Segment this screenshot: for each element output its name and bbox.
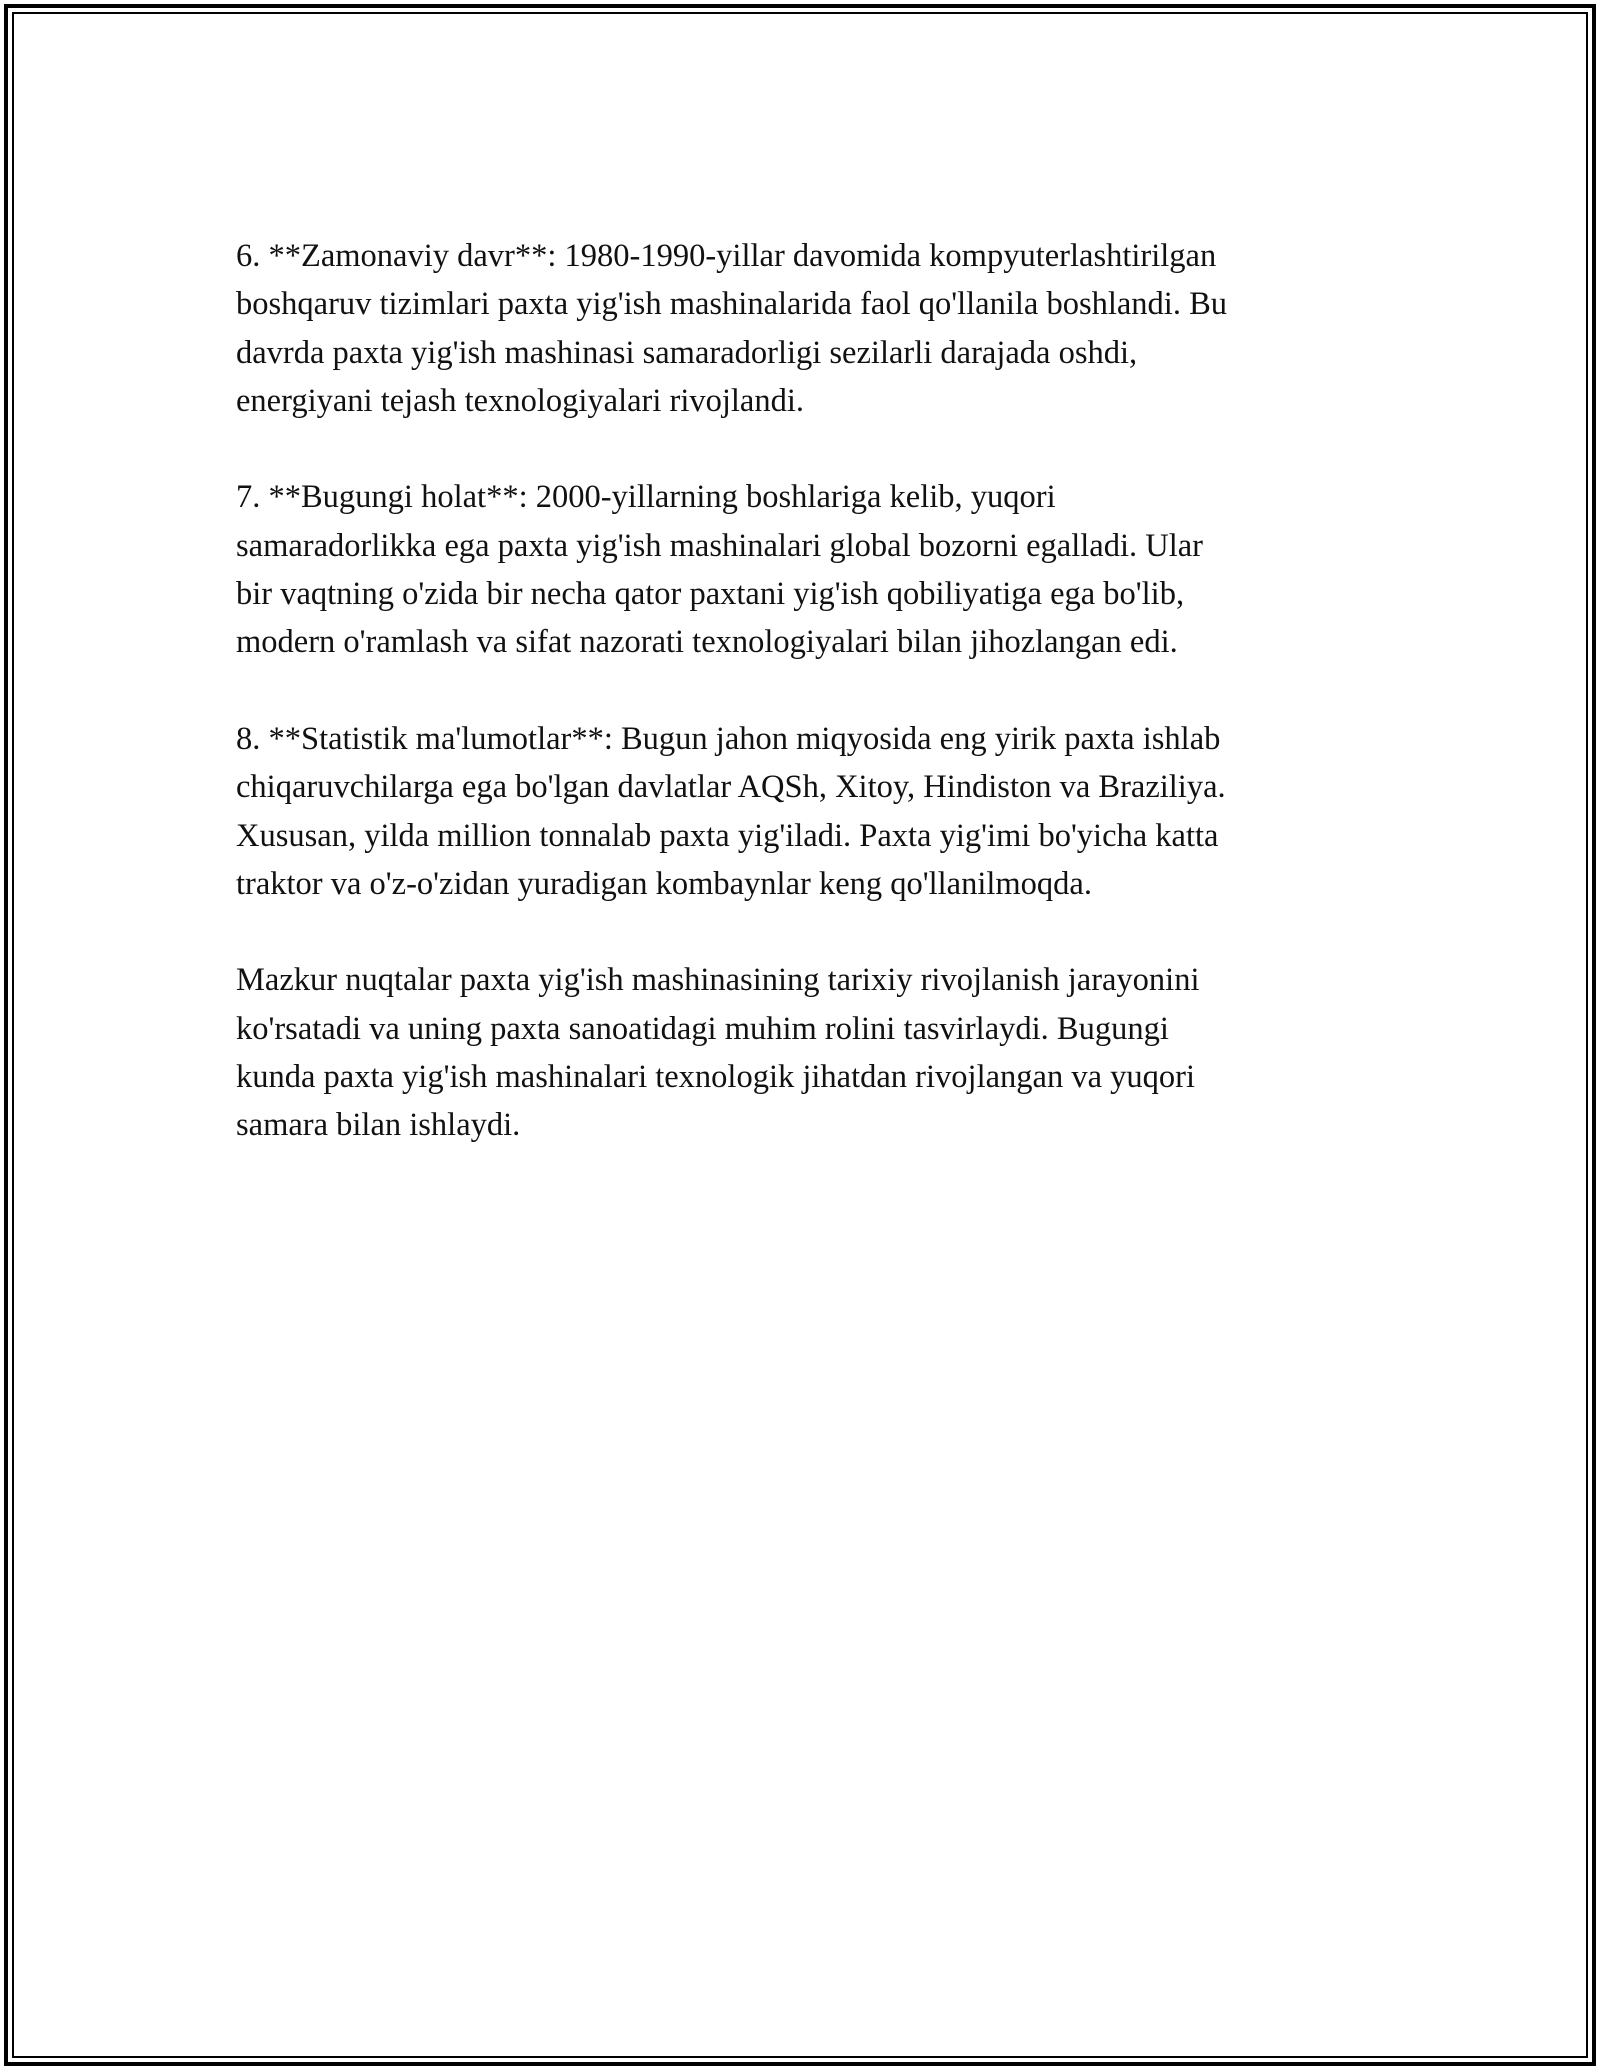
paragraph-modern-era: 6. **Zamonaviy davr**: 1980-1990-yillar davomida kompyuterlashtirilgan boshqaruv tizimlari paxta yig'ish mashinalarida faol qo'llanila boshlandi. Bu davrda paxta yig'ish mashinasi samaradorligi sezilarli darajada oshdi, energiyani tejash texnologiyalari rivojlandi.	[236, 238, 1228, 419]
paragraph-statistics: 8. **Statistik ma'lumotlar**: Bugun jahon miqyosida eng yirik paxta ishlab chiqaruvchilarga ega bo'lgan davlatlar AQSh, Xitoy, Hindiston va Braziliya. Xususan, yilda million tonnalab paxta yig'iladi. Paxta yig'imi bo'yicha katta traktor va o'z-o'zidan yuradigan kombaynlar keng qo'llanilmoqda.	[236, 720, 1226, 902]
document-body	[236, 232, 1376, 1198]
paragraph-conclusion: Mazkur nuqtalar paxta yig'ish mashinasining tarixiy rivojlanish jarayonini ko'rsatadi va uning paxta sanoatidagi muhim rolini tasvirlaydi. Bugungi kunda paxta yig'ish mashinalari texnologik jihatdan rivojlangan va yuqori samara bilan ishlaydi.	[236, 962, 1200, 1144]
paragraph-current-state: 7. **Bugungi holat**: 2000-yillarning boshlariga kelib, yuqori samaradorlikka ega paxta yig'ish mashinalari global bozorni egalladi. Ular bir vaqtning o'zida bir necha qator paxtani yig'ish qobiliyatiga ega bo'lib, modern o'ramlash va sifat nazorati texnologiyalari bilan jihozlangan edi.	[236, 479, 1203, 661]
